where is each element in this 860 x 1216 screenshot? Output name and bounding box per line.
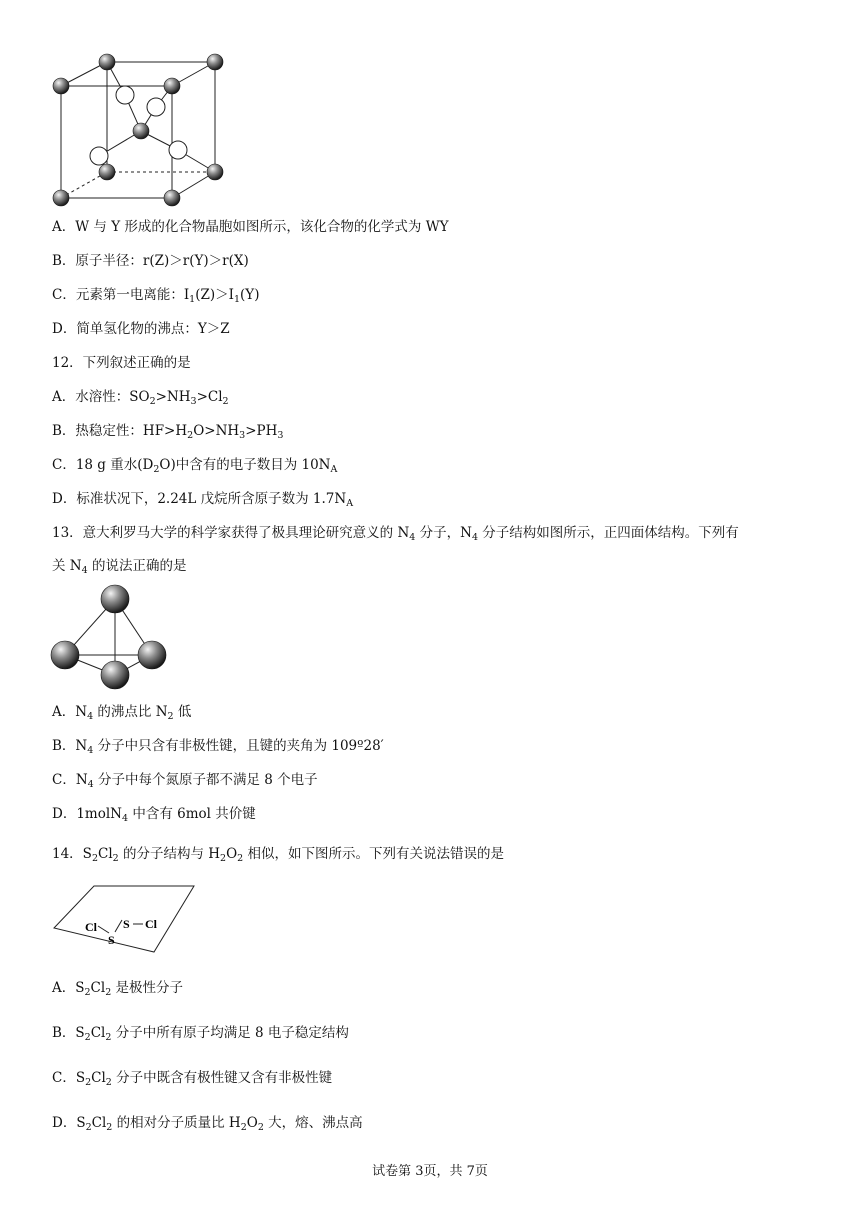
cl-right-label: Cl [145, 917, 157, 931]
n4-tetrahedron-figure [48, 580, 168, 695]
q12-stem: 12．下列叙述正确的是 [52, 355, 191, 371]
q11-option-b: B．原子半径：r(Z)＞r(Y)＞r(X) [52, 253, 249, 269]
q11-option-a: A．W 与 Y 形成的化合物晶胞如图所示，该化合物的化学式为 WY [52, 219, 449, 235]
q13-stem-line2: 关 $N_4$ 的说法正确的是 [52, 558, 187, 576]
q13-stem-line1: 13．意大利罗马大学的科学家获得了极具理论研究意义的 $N_4$ 分子，$N_4$ 分子结构如图所示，正四面体结构。下列有 [52, 525, 739, 543]
crystal-cell-figure [48, 50, 238, 210]
q14-option-d: D．$S_2Cl_2$ 的相对分子质量比 $H_2O_2$ 大，熔、沸点高 [52, 1115, 363, 1133]
s2cl2-structure-figure [52, 880, 202, 958]
q11-option-c: C．元素第一电离能：$I_1(Z)>I_1(Y)$ [52, 287, 260, 305]
q12-option-c: C．18 g 重水$(D_2O)$中含有的电子数目为 $10N_A$ [52, 457, 338, 475]
q14-stem: 14．$S_2Cl_2$ 的分子结构与 $H_2O_2$ 相似，如下图所示。下列有关说法错误的是 [52, 846, 505, 864]
q11-option-d: D．简单氢化物的沸点：Y＞Z [52, 321, 230, 337]
q14-option-b: B．$S_2Cl_2$ 分子中所有原子均满足 8 电子稳定结构 [52, 1025, 349, 1043]
q12-option-a: A．水溶性：$SO_2>NH_3>Cl_2$ [52, 389, 229, 407]
q13-option-c: C．$N_4$ 分子中每个氮原子都不满足 8 个电子 [52, 772, 318, 790]
q13-option-b: B．$N_4$ 分子中只含有非极性键，且键的夹角为 109º28′ [52, 738, 384, 756]
q13-option-a: A．$N_4$ 的沸点比 $N_2$ 低 [52, 704, 192, 722]
q14-option-a: A．$S_2Cl_2$ 是极性分子 [52, 980, 184, 998]
s-right-label: S [123, 917, 130, 931]
q14-option-c: C．$S_2Cl_2$ 分子中既含有极性键又含有非极性键 [52, 1070, 333, 1088]
s-left-label: S [108, 933, 115, 947]
cl-left-label: Cl [85, 920, 97, 934]
q12-option-d: D．标准状况下，2.24L 戊烷所含原子数为 $1.7N_A$ [52, 491, 354, 509]
q13-option-d: D．1molN$_4$ 中含有 6mol 共价键 [52, 806, 256, 824]
page-footer: 试卷第 3页，共 7页 [372, 1164, 488, 1179]
q12-option-b: B．热稳定性：$HF>H_2O>NH_3>PH_3$ [52, 423, 284, 441]
